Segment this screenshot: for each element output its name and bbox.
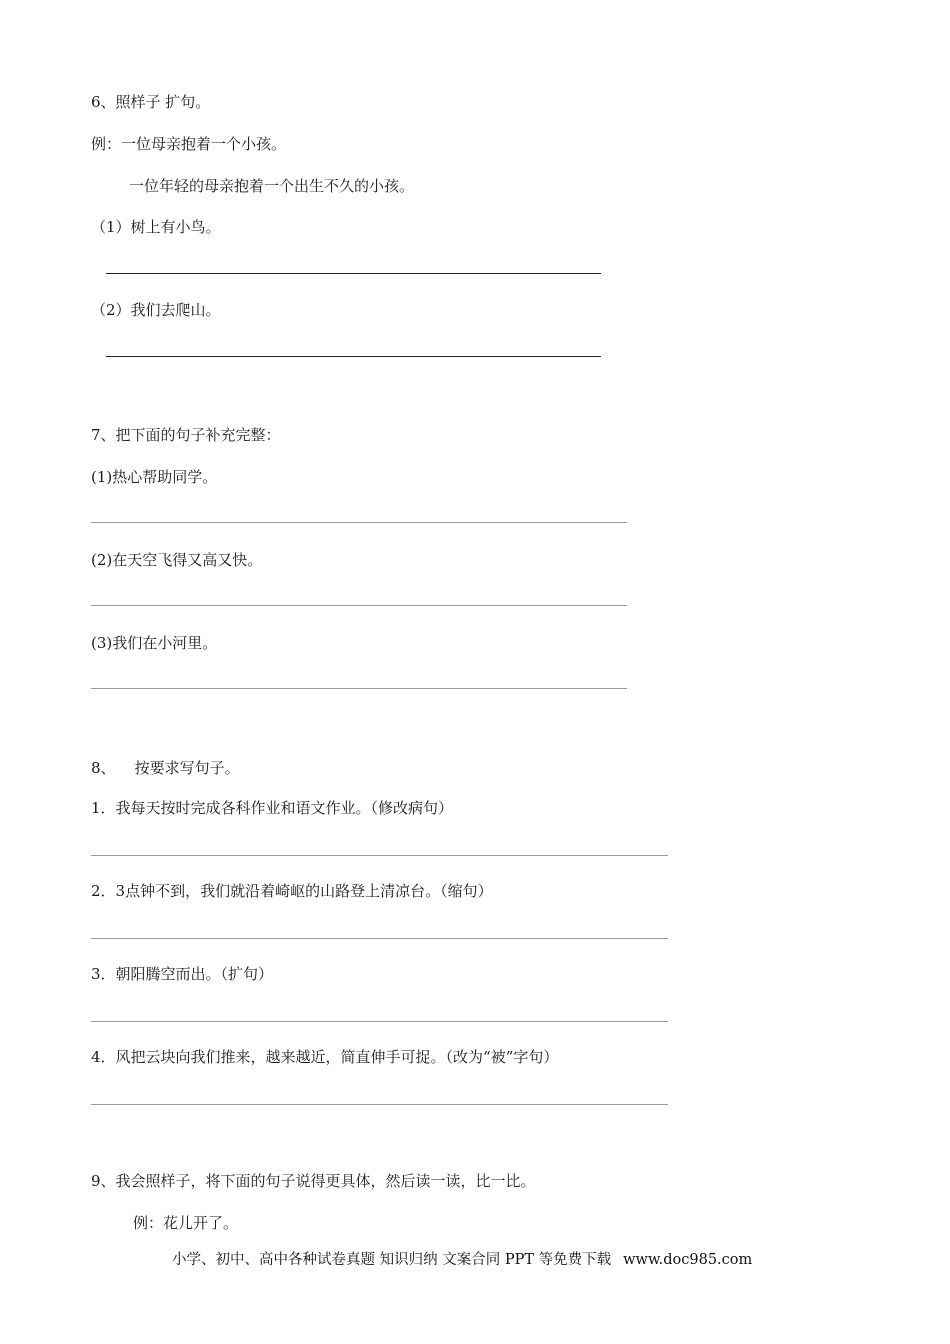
q7-answer-line-1[interactable]: [91, 522, 627, 523]
page-footer: [172, 1250, 752, 1270]
q6-example-original: 例：一位母亲抱着一个小孩。: [91, 135, 287, 153]
footer-text: 小学、初中、高中各种试卷真题 知识归纳 文案合同 PPT 等免费下载: [172, 1252, 612, 1268]
q8-item-4: 4．风把云块向我们推来，越来越近，简直伸手可捉。（改为“被”字句）: [91, 1048, 559, 1066]
q6-item-1: （1）树上有小鸟。: [91, 218, 221, 236]
q6-answer-line-2[interactable]: [106, 356, 601, 357]
q8-title: 8、 按要求写句子。: [91, 759, 240, 777]
q9-title: 9、我会照样子，将下面的句子说得更具体，然后读一读，比一比。: [91, 1172, 536, 1190]
q8-item-3: 3．朝阳腾空而出。（扩句）: [91, 965, 274, 983]
q6-title: 6、照样子 扩句。: [91, 93, 211, 111]
q9-example: 例：花儿开了。: [133, 1214, 239, 1232]
q8-answer-line-3[interactable]: [91, 1021, 668, 1022]
q8-item-1: 1．我每天按时完成各科作业和语文作业。（修改病句）: [91, 799, 454, 817]
q7-answer-line-2[interactable]: [91, 605, 627, 606]
q7-item-3: (3)我们在小河里。: [91, 634, 218, 652]
q7-title: 7、把下面的句子补充完整：: [91, 426, 281, 444]
footer-url[interactable]: www.doc985.com: [623, 1252, 753, 1268]
q7-item-2: (2)在天空飞得又高又快。: [91, 551, 263, 569]
q8-answer-line-2[interactable]: [91, 938, 668, 939]
q6-answer-line-1[interactable]: [106, 273, 601, 274]
q8-answer-line-4[interactable]: [91, 1104, 668, 1105]
q7-answer-line-3[interactable]: [91, 688, 627, 689]
q8-item-2: 2．3点钟不到，我们就沿着崎岖的山路登上清凉台。（缩句）: [91, 882, 493, 900]
q8-answer-line-1[interactable]: [91, 855, 668, 856]
q6-item-2: （2）我们去爬山。: [91, 301, 221, 319]
q7-item-1: (1)热心帮助同学。: [91, 468, 218, 486]
q6-example-expanded: 一位年轻的母亲抱着一个出生不久的小孩。: [129, 177, 415, 195]
